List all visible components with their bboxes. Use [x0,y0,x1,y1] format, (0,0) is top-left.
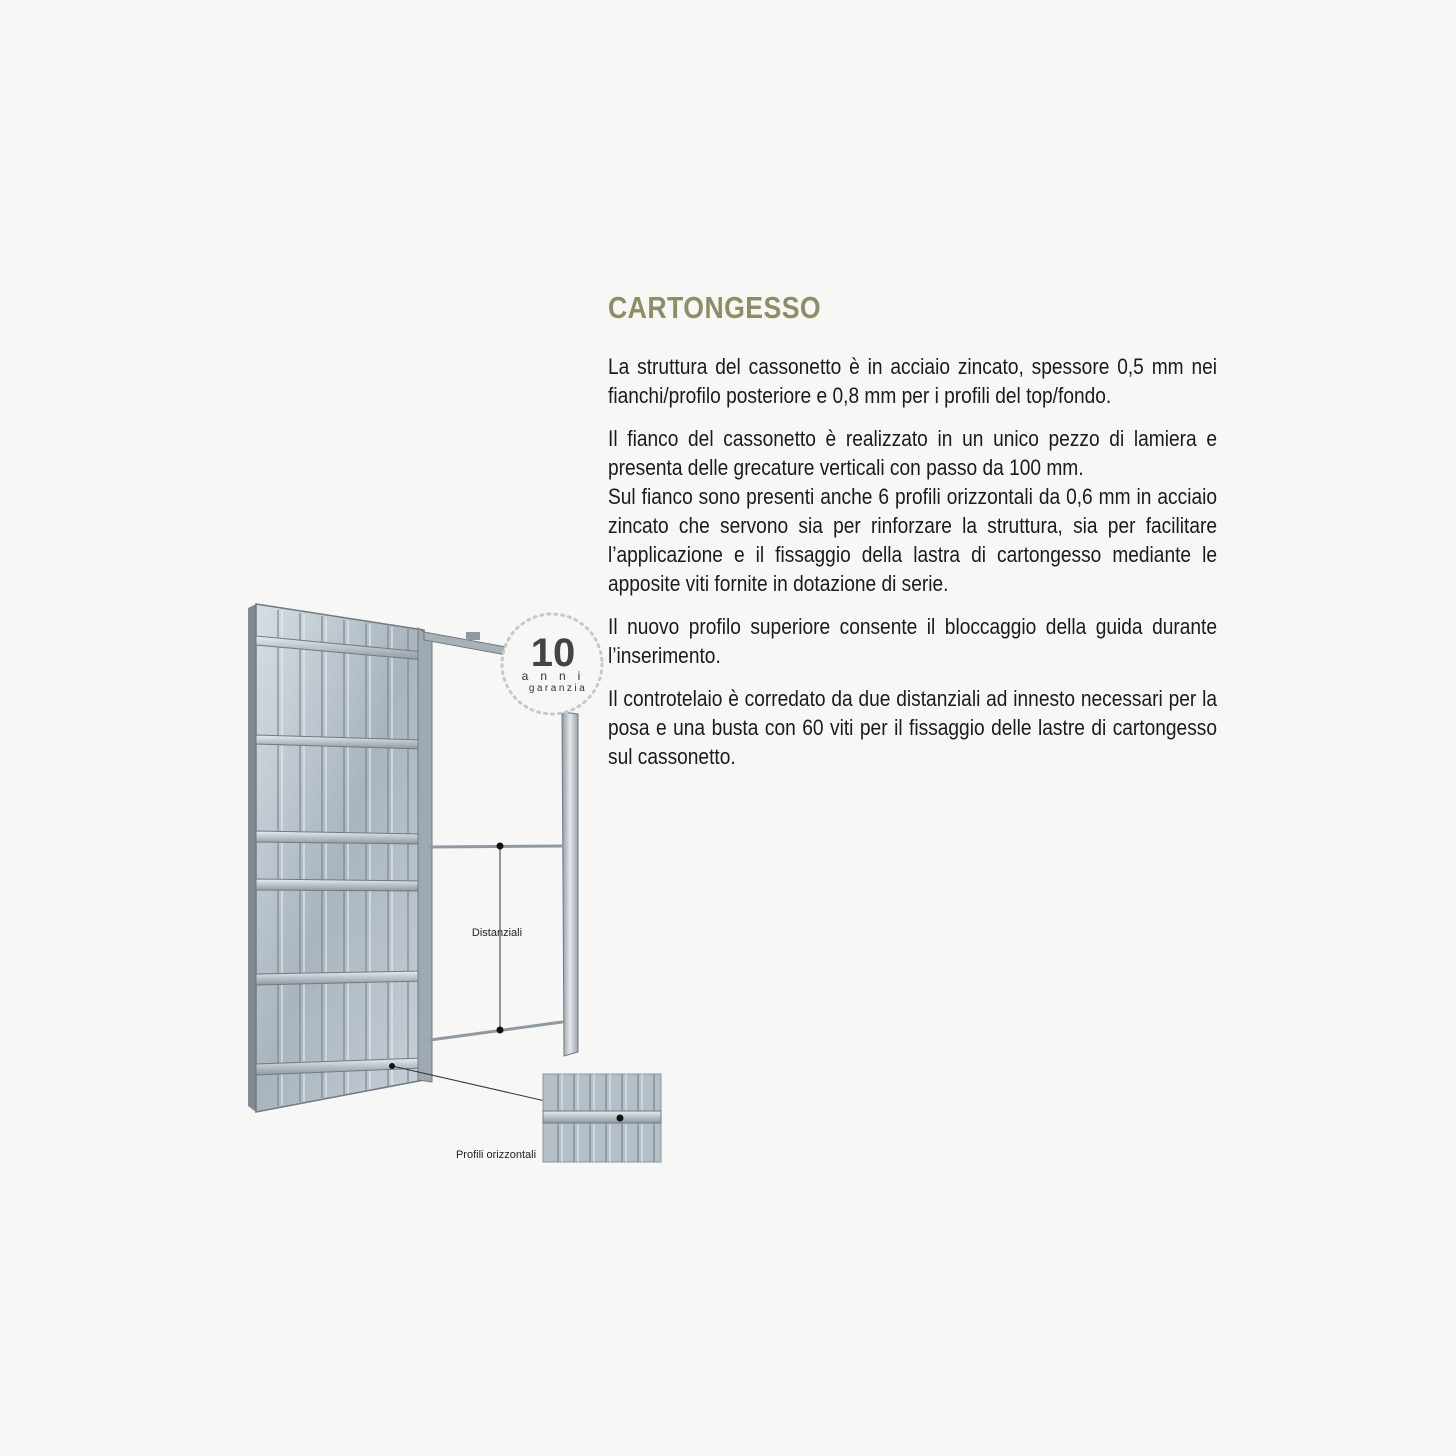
frame-depth [248,604,256,1112]
paragraph-kit-contents: Il controtelaio è corredato da due distanziali ad innesto necessari per la posa e una busta con 60 viti per il fissaggio delle lastre di cartongesso sul cassonetto. [608,686,1217,769]
warranty-badge [502,614,602,714]
spacers-label: Distanziali [471,927,523,939]
front-post [418,628,432,1082]
horizontal-profiles-label: Profili orizzontali [455,1149,537,1161]
profile-detail-inset [543,1074,661,1162]
jamb-post [562,712,578,1056]
paragraph-horizontal-profiles: Sul fianco sono presenti anche 6 profili orizzontali da 0,6 mm in acciaio zincato che servono sia per rinforzare la struttura, sia per facilitare l’applicazione e il fissaggio della lastra di cartongesso mediante le apposite viti fornite in dotazione di serie. [608,484,1217,596]
paragraph-structure: La struttura del cassonetto è in acciaio zincato, spessore 0,5 mm nei fianchi/profilo posteriore e 0,8 mm per i profili del top/fondo. [608,354,1217,408]
spacer-bars [430,846,562,1040]
paragraph-side-panel: Il fianco del cassonetto è realizzato in un unico pezzo di lamiera e presenta delle grecature verticali con passo da 100 mm. [608,426,1217,480]
paragraph-top-profile: Il nuovo profilo superiore consente il bloccaggio della guida durante l’inserimento. [608,614,1217,668]
warranty-years-unit: anni [521,669,593,683]
frame-panel [256,604,424,1112]
warranty-years: 10 [530,631,576,675]
page-title: CARTONGESSO [608,290,822,325]
warranty-label: garanzia [528,683,588,694]
